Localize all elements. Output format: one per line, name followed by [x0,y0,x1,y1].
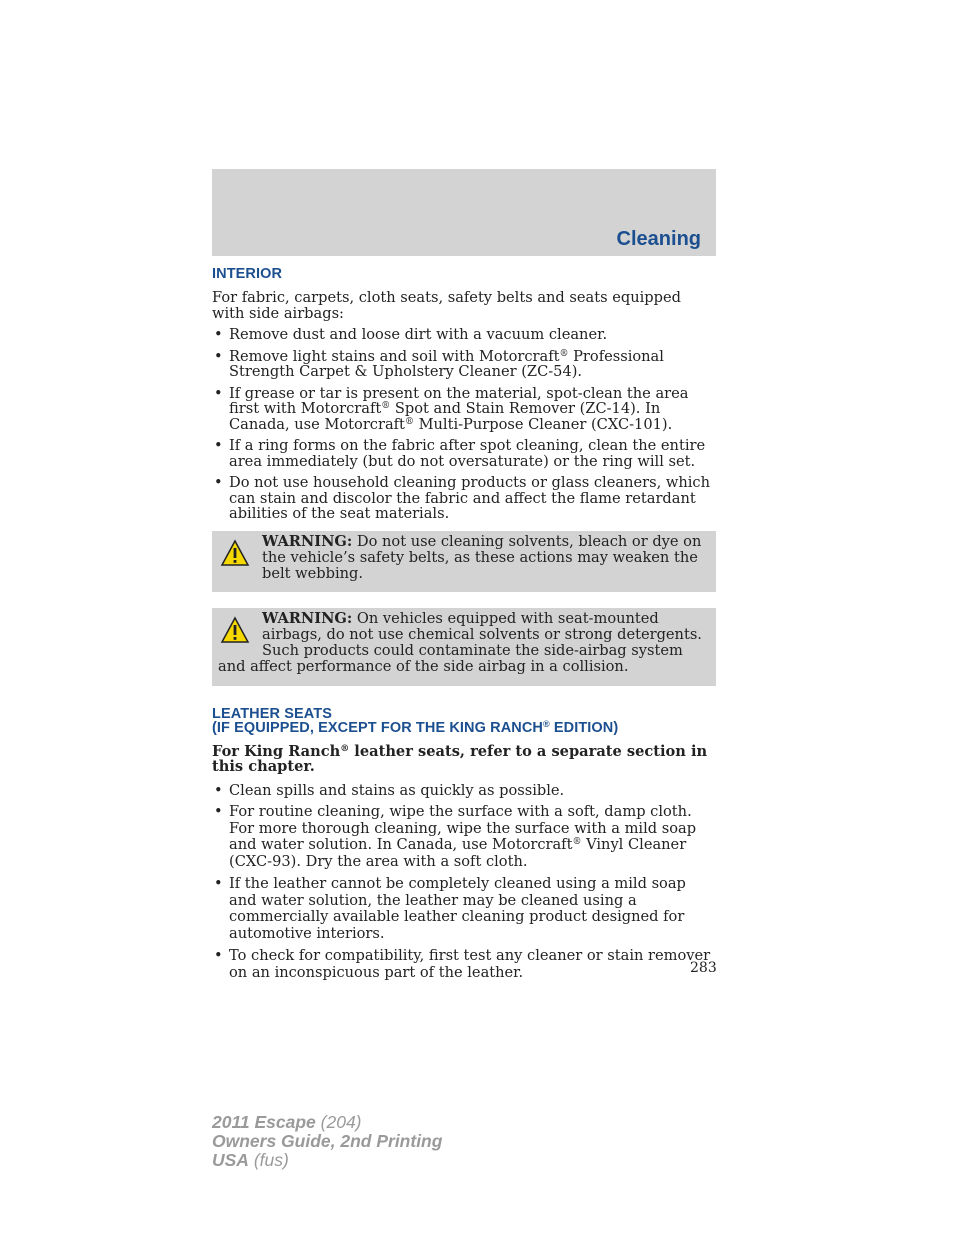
warning-label: WARNING: [262,609,353,627]
warning-label: WARNING: [262,532,353,550]
list-item: • Do not use household cleaning products or glass cleaners, which can stain and discolor the fabric and affect the flame retardant abilities of the seat materials. [214,474,710,522]
warning-text: On vehicles equipped with seat-mounted airbags, do not use chemical solvents or strong detergents. Such products could contaminate the side-airbag system and affect performance of the side airbag in a collision. [218,609,702,676]
bullet-icon: • [214,803,223,820]
chapter-header-band [212,169,716,256]
list-item: • If a ring forms on the fabric after spot cleaning, clean the entire area immediately (but do not oversaturate) or the ring will set. [214,437,706,470]
list-item: • To check for compatibility, first test any cleaner or stain remover on an inconspicuous part of the leather. [214,947,711,981]
list-item: • Remove light stains and soil with Motorcraft® Professional Strength Carpet & Upholstery Cleaner (ZC-54). [214,347,664,380]
list-item: • For routine cleaning, wipe the surface with a soft, damp cloth. For more thorough cleaning, wipe the surface with a mild soap and water solution. In Canada, use Motorcraft® Vinyl Cleaner (CXC-93). Dry the area with a soft cloth. [214,803,697,870]
list-item: • Remove dust and loose dirt with a vacuum cleaner. [214,326,608,343]
warning-text: Do not use cleaning solvents, bleach or dye on the vehicle’s safety belts, as these actions may weaken the belt webbing. [262,532,702,583]
bullet-icon: • [214,347,223,365]
bullet-icon: • [214,875,223,892]
interior-heading: INTERIOR [212,266,283,282]
warning-triangle-icon [220,539,250,567]
interior-bullet-list [212,327,716,522]
footer-line: 2011 Escape (204) [212,1112,362,1132]
list-item: • If grease or tar is present on the material, spot-clean the area first with Motorcraft® Spot and Stain Remover (ZC-14). In Canada, use Motorcraft® Multi-Purpose Cleaner (CXC-101). [214,384,689,433]
leather-seats-heading: LEATHER SEATS (IF EQUIPPED, EXCEPT FOR THE KING RANCH® EDITION) [212,705,619,736]
footer-line: Owners Guide, 2nd Printing [212,1131,443,1151]
warning-box [212,531,716,592]
bullet-icon: • [214,437,223,454]
bullet-icon: • [214,781,223,799]
page-number: 283 [690,960,717,976]
document-footer [212,1113,442,1170]
chapter-title: Cleaning [616,228,701,250]
bullet-icon: • [214,474,223,491]
list-item: • If the leather cannot be completely cleaned using a mild soap and water solution, the leather may be cleaned using a commercially available leather cleaning product designed for automotive interiors. [214,875,686,942]
bullet-icon: • [214,384,223,402]
leather-bullet-list [212,783,716,982]
bullet-icon: • [214,326,223,343]
interior-intro: For fabric, carpets, cloth seats, safety belts and seats equipped with side airbags: [212,289,681,322]
warning-triangle-icon [220,616,250,644]
warning-box [212,608,716,686]
bullet-icon: • [214,947,223,964]
page-content [212,267,716,981]
footer-line: USA (fus) [212,1150,289,1170]
king-ranch-note: For King Ranch® leather seats, refer to a separate section in this chapter. [212,742,708,775]
list-item: • Clean spills and stains as quickly as possible. [214,781,565,799]
